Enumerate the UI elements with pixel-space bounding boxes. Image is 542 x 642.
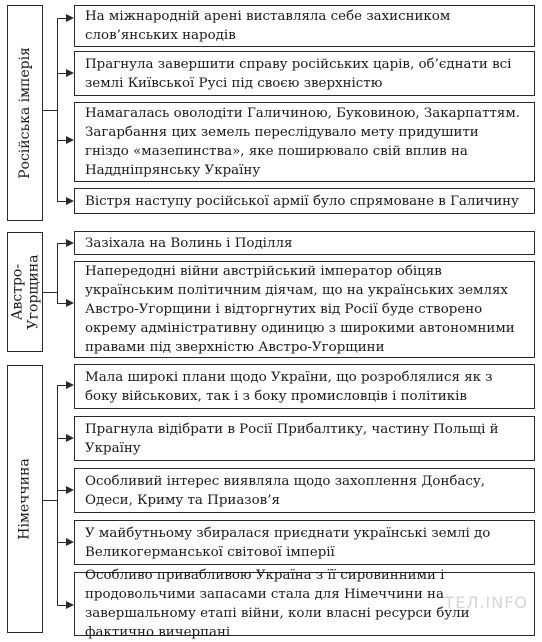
arrow-icon <box>66 486 74 494</box>
arrow-icon <box>66 299 74 307</box>
connector-line <box>57 18 58 201</box>
group-label-austria-hungary <box>7 232 43 352</box>
arrow-icon <box>66 136 74 144</box>
list-item: У майбутньому збиралася приєднати українські землі до Великогерманської світової імперії <box>74 520 535 565</box>
list-item: Особливий інтерес виявляла щодо захоплення Донбасу, Одеси, Криму та Приазов’я <box>74 468 535 513</box>
group-label-germany <box>7 365 43 633</box>
arrow-icon <box>66 239 74 247</box>
list-item: Напередодні війни австрійський імператор обіцяв українським політичним діячам, що на українських землях Австро-Угорщини і відторгнутих від Росії буде створено окрему адміністративну одиницю з широкими автономними правами під зверхністю Австро-Угорщини <box>74 261 535 358</box>
group-label-text: Російська імперія <box>17 47 34 179</box>
watermark: ТЕЛ.INFO <box>444 593 528 612</box>
arrow-icon <box>66 434 74 442</box>
list-item: Зазіхала на Волинь і Поділля <box>74 231 535 255</box>
connector-line <box>43 110 57 111</box>
list-item: Прагнула завершити справу російських царів, об’єднати всі землі Київської Русі під своєю зверхністю <box>74 51 535 96</box>
arrow-icon <box>66 69 74 77</box>
list-item: Вістря наступу російської армії було спрямоване в Галичину <box>74 188 535 214</box>
arrow-icon <box>66 381 74 389</box>
list-item: Прагнула відібрати в Росії Прибалтику, частину Польщі й Україну <box>74 416 535 461</box>
list-item: Мала широкі плани щодо України, що розроблялися як з боку військових, так і з боку промисловців і політиків <box>74 364 535 409</box>
group-label-russian-empire <box>7 5 43 221</box>
arrow-icon <box>66 538 74 546</box>
connector-line <box>57 243 58 303</box>
connector-line <box>43 500 57 501</box>
list-item: На міжнародній арені виставляла себе захисником слов’янських народів <box>74 5 535 47</box>
list-item: Намагалась оволодіти Галичиною, Буковиною, Закарпаттям. Загарбання цих земель переслідувало мету придушити гніздо «мазепинства», яке поширювало свій вплив на Наддніпрянську Україну <box>74 102 535 182</box>
group-label-text: Німеччина <box>17 458 34 540</box>
list-item: Особливо привабливою Україна з її сировинними і продовольчими запасами стала для Німеччини на завершальному етапі війни, коли власні ресурси були фактично вичерпані <box>74 572 535 636</box>
arrow-icon <box>66 197 74 205</box>
group-label-text: Австро- Угорщина <box>9 254 41 330</box>
connector-line <box>57 385 58 605</box>
arrow-icon <box>66 14 74 22</box>
connector-line <box>43 292 57 293</box>
arrow-icon <box>66 601 74 609</box>
